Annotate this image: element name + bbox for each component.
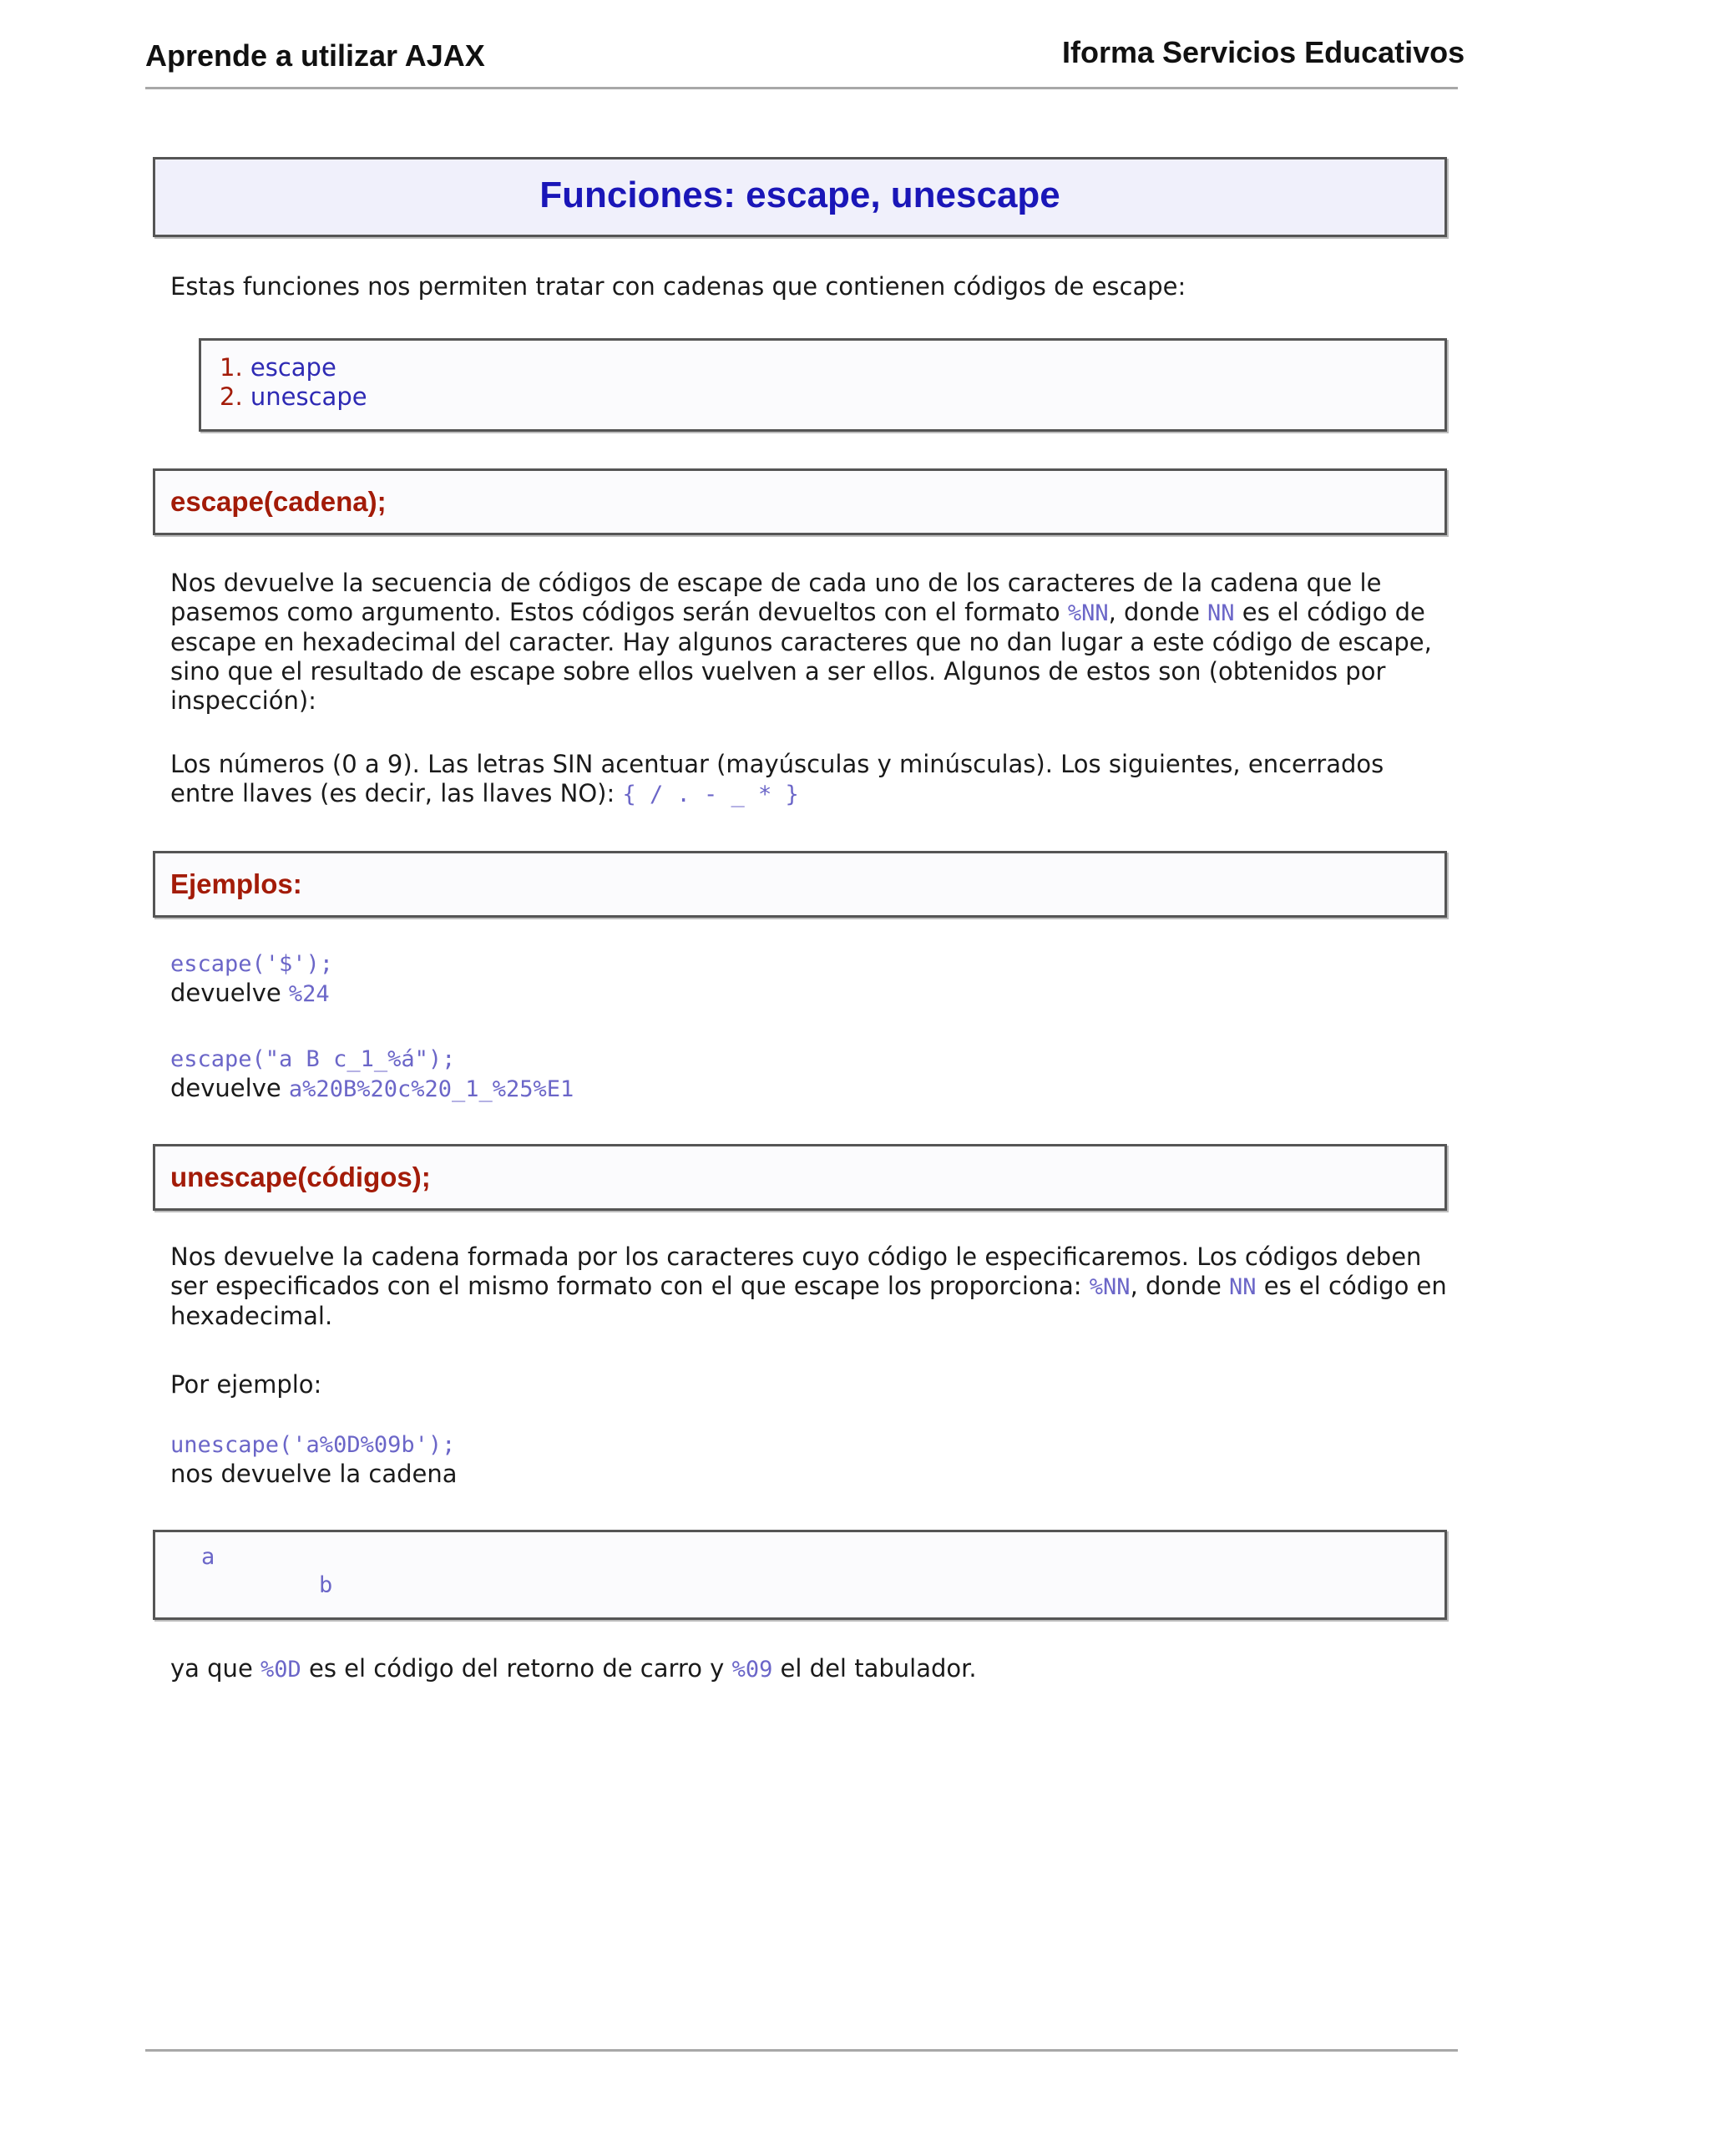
code-inline: %09 xyxy=(731,1657,773,1683)
text-span: pasemos como argumento. Estos códigos serán devueltos con el formato xyxy=(170,598,1068,626)
text-span: ya que xyxy=(170,1654,261,1683)
escape-exceptions xyxy=(170,750,1448,809)
code-line: escape("a B c_1_%á"); xyxy=(170,1046,456,1072)
header-course-title: Aprende a utilizar AJAX xyxy=(145,38,485,73)
text-span: el del tabulador. xyxy=(772,1654,977,1683)
footer-divider xyxy=(145,2049,1458,2052)
text-line: sino que el resultado de escape sobre ellos vuelven a ser ellos. Algunos de estos son (obtenidos por xyxy=(170,657,1386,686)
text-span: ser especificados con el mismo formato con el que escape los proporciona: xyxy=(170,1272,1090,1300)
text-span: es el código de xyxy=(1234,598,1425,626)
toc-item-unescape[interactable] xyxy=(220,382,367,411)
toc-box xyxy=(199,338,1447,432)
text-span: entre llaves (es decir, las llaves NO): xyxy=(170,779,623,807)
header-divider xyxy=(145,87,1458,89)
example-2 xyxy=(170,1045,1448,1104)
code-inline: %NN xyxy=(1067,600,1109,626)
code-inline: { / . - _ * } xyxy=(622,782,799,807)
code-inline: a%20B%20c%20_1_%25%E1 xyxy=(288,1076,574,1102)
closing-text xyxy=(170,1654,1448,1684)
text-line xyxy=(170,779,1448,809)
code-inline: %24 xyxy=(288,981,330,1007)
code-line: escape('$'); xyxy=(170,951,334,977)
toc-item-escape[interactable] xyxy=(220,353,336,382)
output-line: b xyxy=(319,1572,333,1598)
text-line: escape en hexadecimal del caracter. Hay algunos caracteres que no dan lugar a este código de escape, xyxy=(170,628,1432,656)
code-inline: NN xyxy=(1207,600,1235,626)
text-line: nos devuelve la cadena xyxy=(170,1460,458,1488)
text-line: Nos devuelve la cadena formada por los caracteres cuyo código le especificaremos. Los códigos deben xyxy=(170,1242,1422,1271)
unescape-example-intro: Por ejemplo: xyxy=(170,1370,322,1399)
section-title-examples: Ejemplos: xyxy=(170,868,302,899)
section-heading-unescape xyxy=(153,1144,1447,1211)
page-title: Funciones: escape, unescape xyxy=(539,175,1060,215)
text-span: , donde xyxy=(1130,1272,1229,1300)
section-title-escape: escape(cadena); xyxy=(170,486,387,517)
text-line xyxy=(170,1074,1448,1104)
output-line: a xyxy=(201,1544,215,1570)
text-line: inspección): xyxy=(170,686,316,715)
text-line xyxy=(170,598,1448,628)
text-line: hexadecimal. xyxy=(170,1302,333,1330)
toc-number: 1. xyxy=(220,353,243,382)
text-line: Nos devuelve la secuencia de códigos de escape de cada uno de los caracteres de la cadena que le xyxy=(170,569,1382,597)
text-line: Los números (0 a 9). Las letras SIN acentuar (mayúsculas y minúsculas). Los siguientes, encerrados xyxy=(170,750,1384,778)
toc-link-unescape[interactable]: unescape xyxy=(250,382,367,411)
toc-link-escape[interactable]: escape xyxy=(250,353,336,382)
text-line xyxy=(170,979,1448,1009)
code-inline: %NN xyxy=(1089,1274,1131,1300)
unescape-description xyxy=(170,1242,1448,1331)
output-box xyxy=(153,1530,1447,1620)
unescape-example xyxy=(170,1430,1448,1489)
header-publisher: Iforma Servicios Educativos xyxy=(1062,35,1465,69)
page-title-box xyxy=(153,157,1447,237)
escape-description xyxy=(170,569,1448,716)
section-heading-examples xyxy=(153,851,1447,918)
text-span: es el código en xyxy=(1256,1272,1447,1300)
example-1 xyxy=(170,949,1448,1009)
code-inline: NN xyxy=(1229,1274,1257,1300)
code-line: unescape('a%0D%09b'); xyxy=(170,1432,456,1458)
text-span: devuelve xyxy=(170,1074,289,1102)
code-inline: %0D xyxy=(261,1657,301,1683)
section-title-unescape: unescape(códigos); xyxy=(170,1162,431,1192)
text-span: es el código del retorno de carro y xyxy=(301,1654,732,1683)
text-span: devuelve xyxy=(170,979,289,1007)
intro-text: Estas funciones nos permiten tratar con cadenas que contienen códigos de escape: xyxy=(170,272,1186,301)
text-span: , donde xyxy=(1108,598,1208,626)
text-line xyxy=(170,1272,1448,1302)
section-heading-escape xyxy=(153,468,1447,535)
toc-number: 2. xyxy=(220,382,243,411)
